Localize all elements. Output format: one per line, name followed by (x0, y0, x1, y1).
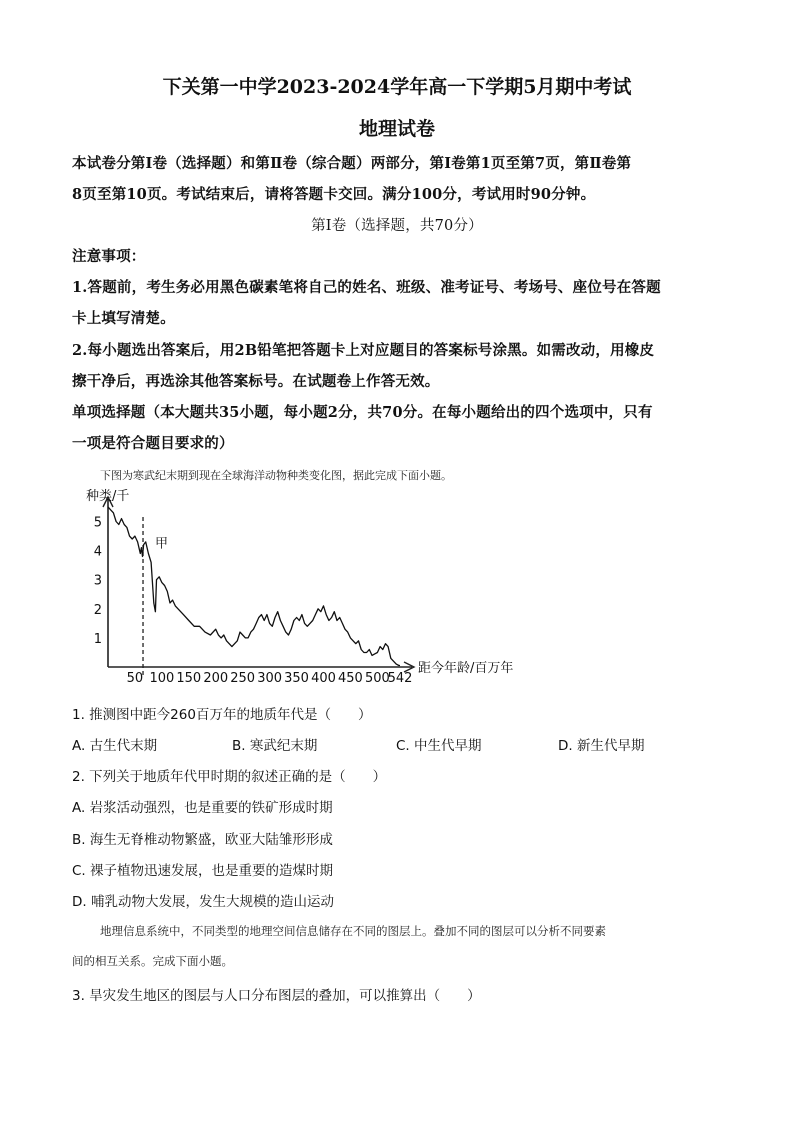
gis-intro: 间的相互关系。完成下面小题。 (72, 954, 233, 968)
y-tick-label: 1 (93, 631, 102, 647)
note-line: 擦干净后，再选涂其他答案标号。在试题卷上作答无效。 (72, 373, 440, 390)
figure-intro: 下图为寒武纪末期到现在全球海洋动物种类变化图，据此完成下面小题。 (100, 469, 452, 482)
section-heading: 一项是符合题目要求的） (72, 435, 234, 452)
x-tick-label: 350 (284, 671, 309, 686)
part-heading: 第Ⅰ卷（选择题，共70分） (311, 218, 483, 234)
question-3-stem: 3. 旱灾发生地区的图层与人口分布图层的叠加，可以推算出（ ） (72, 988, 481, 1004)
x-tick-label: 150 (176, 671, 202, 686)
y-tick-label: 2 (93, 602, 102, 618)
y-tick-label: 5 (93, 515, 102, 531)
q2-option-c[interactable]: C. 裸子植物迅速发展，也是重要的造煤时期 (72, 863, 334, 879)
x-tick-label: 200 (203, 671, 229, 686)
y-axis-label: 种类/千 (86, 489, 130, 504)
annotation-jia: 甲 (155, 536, 169, 552)
y-tick-label: 4 (93, 544, 102, 560)
q1-option-a[interactable]: A. 古生代末期 (72, 738, 158, 754)
q2-option-a[interactable]: A. 岩浆活动强烈，也是重要的铁矿形成时期 (72, 800, 333, 816)
x-tick-label: 100 (149, 671, 175, 686)
gis-intro: 地理信息系统中，不同类型的地理空间信息储存在不同的图层上。叠加不同的图层可以分析不同要素 (100, 924, 606, 938)
x-tick-label: 250 (230, 671, 256, 686)
question-1-stem: 1. 推测图中距今260百万年的地质年代是（ ） (72, 707, 372, 723)
q1-option-c[interactable]: C. 中生代早期 (396, 738, 482, 754)
page-title: 下关第一中学2023-2024学年高一下学期5月期中考试 (162, 76, 632, 98)
x-axis-label: 距今年龄/百万年 (418, 661, 514, 676)
note-line: 1.答题前，考生务必用黑色碳素笔将自己的姓名、班级、准考证号、考场号、座位号在答题 (72, 279, 661, 296)
q1-option-b[interactable]: B. 寒武纪末期 (232, 738, 318, 754)
series-line (108, 507, 400, 666)
section-heading: 单项选择题（本大题共35小题，每小题2分，共70分。在每小题给出的四个选项中，只有 (72, 404, 653, 421)
x-tick-label: 400 (311, 671, 336, 686)
note-line: 卡上填写清楚。 (72, 310, 175, 327)
x-tick-label: 300 (257, 671, 283, 686)
y-tick-label: 3 (93, 573, 102, 589)
instructions-line: 8页至第10页。考试结束后，请将答题卡交回。满分100分，考试用时90分钟。 (72, 186, 596, 203)
instructions-line: 本试卷分第Ⅰ卷（选择题）和第Ⅱ卷（综合题）两部分，第Ⅰ卷第1页至第7页，第Ⅱ卷第 (72, 155, 632, 172)
notes-heading: 注意事项： (72, 248, 146, 265)
x-tick-label: 450 (338, 671, 363, 686)
x-tick-label: 542 (387, 671, 413, 686)
x-tick-label: 50 (126, 671, 144, 686)
note-line: 2.每小题选出答案后，用2B铅笔把答题卡上对应题目的答案标号涂黑。如需改动，用橡皮 (72, 342, 655, 359)
page-subtitle: 地理试卷 (358, 118, 435, 140)
q2-option-d[interactable]: D. 哺乳动物大发展，发生大规模的造山运动 (72, 894, 334, 910)
species-chart (0, 485, 794, 695)
q1-option-d[interactable]: D. 新生代早期 (558, 738, 645, 754)
q2-option-b[interactable]: B. 海生无脊椎动物繁盛，欧亚大陆雏形形成 (72, 832, 333, 848)
x-tick-label: 500 (364, 671, 390, 686)
question-2-stem: 2. 下列关于地质年代甲时期的叙述正确的是（ ） (72, 769, 387, 785)
